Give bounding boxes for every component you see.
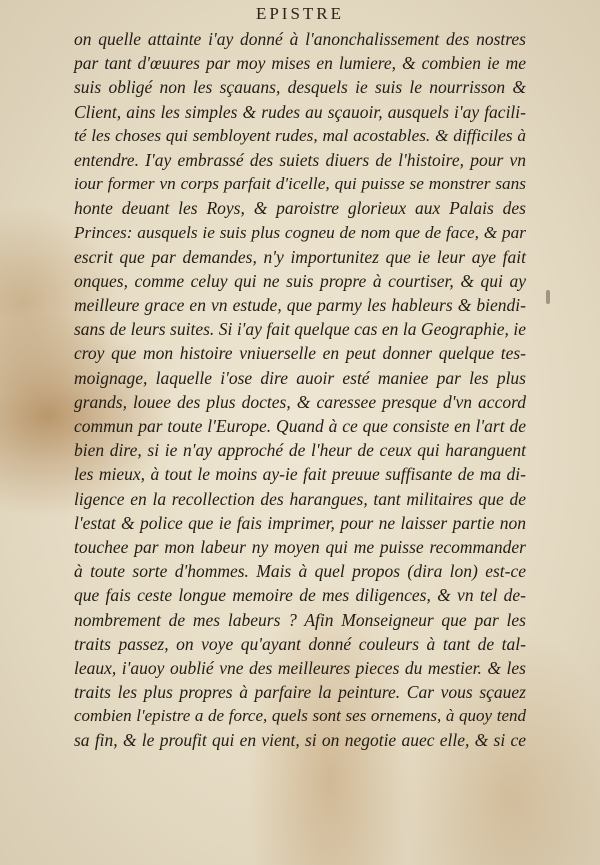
text-line: l'estat & police que ie fais imprimer, pour ne laisser partie non [74, 512, 526, 533]
text-line: entendre. I'ay embrassé des suiets diuers de l'histoire, pour vn [74, 149, 526, 170]
text-line: bien dire, si ie n'ay approché de l'heur de ceux qui haranguent [74, 440, 526, 461]
text-line: ligence en la recollection des harangues, tant militaires que de [74, 488, 526, 509]
text-line: touchee par mon labeur ny moyen qui me puisse recommander [74, 536, 526, 557]
text-line: onques, comme celuy qui ne suis propre à courtiser, & qui ay [74, 270, 526, 291]
text-line: que fais ceste longue memoire de mes diligences, & vn tel de- [74, 585, 526, 606]
text-line: combien l'epistre a de force, quels sont ses ornemens, à quoy tend [74, 706, 526, 726]
text-line: grands, louee des plus doctes, & caressee presque d'vn accord [74, 391, 526, 412]
text-line: meilleure grace en vn estude, que parmy les hableurs & biendi- [74, 295, 526, 316]
text-line: honte deuant les Roys, & paroistre glorieux aux Palais des [74, 198, 526, 219]
text-line: les mieux, à tout le moins ay-ie fait preuue suffisante de ma di- [74, 464, 526, 485]
text-line: croy que mon histoire vniuerselle en peut donner quelque tes- [74, 343, 526, 364]
text-line: té les choses qui sembloyent rudes, mal acostables. & difficiles à [74, 125, 526, 145]
ink-smudge [546, 290, 550, 304]
text-line: traits passez, on voye qu'ayant donné couleurs à tant de tal- [74, 633, 526, 654]
text-line: à toute sorte d'hommes. Mais à quel propos (dira lon) est-ce [74, 561, 526, 582]
text-line: Client, ains les simples & rudes au sçauoir, ausquels i'ay facili- [74, 101, 526, 122]
text-line: escrit que par demandes, n'y importunitez que ie leur aye fait [74, 246, 526, 267]
text-line: sa fin, & le proufit qui en vient, si on negotie auec elle, & si ce [74, 730, 526, 751]
text-line: sans de leurs suites. Si i'ay fait quelque cas en la Geographie, ie [74, 319, 526, 340]
text-line: moignage, laquelle i'ose dire auoir esté maniee par les plus [74, 367, 526, 388]
text-line: iour former vn corps parfait d'icelle, qui puisse se monstrer sans [74, 174, 526, 194]
body-text [74, 27, 526, 753]
text-line: traits les plus propres à parfaire la peinture. Car vous sçauez [74, 682, 526, 703]
running-header: EPISTRE [255, 4, 345, 23]
text-line: Princes: ausquels ie suis plus cogneu de nom que de face, & par [74, 222, 526, 242]
text-line: nombrement de mes labeurs ? Afin Monseigneur que par les [74, 609, 526, 630]
text-line: suis obligé non les sçauans, desquels ie suis le nourrisson & [74, 77, 526, 98]
text-line: leaux, i'auoy oublié vne des meilleures pieces du mestier. & les [74, 657, 526, 678]
text-line: on quelle attainte i'ay donné à l'anonchalissement des nostres [74, 29, 526, 49]
text-line: par tant d'œuures par moy mises en lumiere, & combien ie me [74, 53, 526, 74]
text-line: commun par toute l'Europe. Quand à ce que consiste en l'art de [74, 416, 526, 436]
